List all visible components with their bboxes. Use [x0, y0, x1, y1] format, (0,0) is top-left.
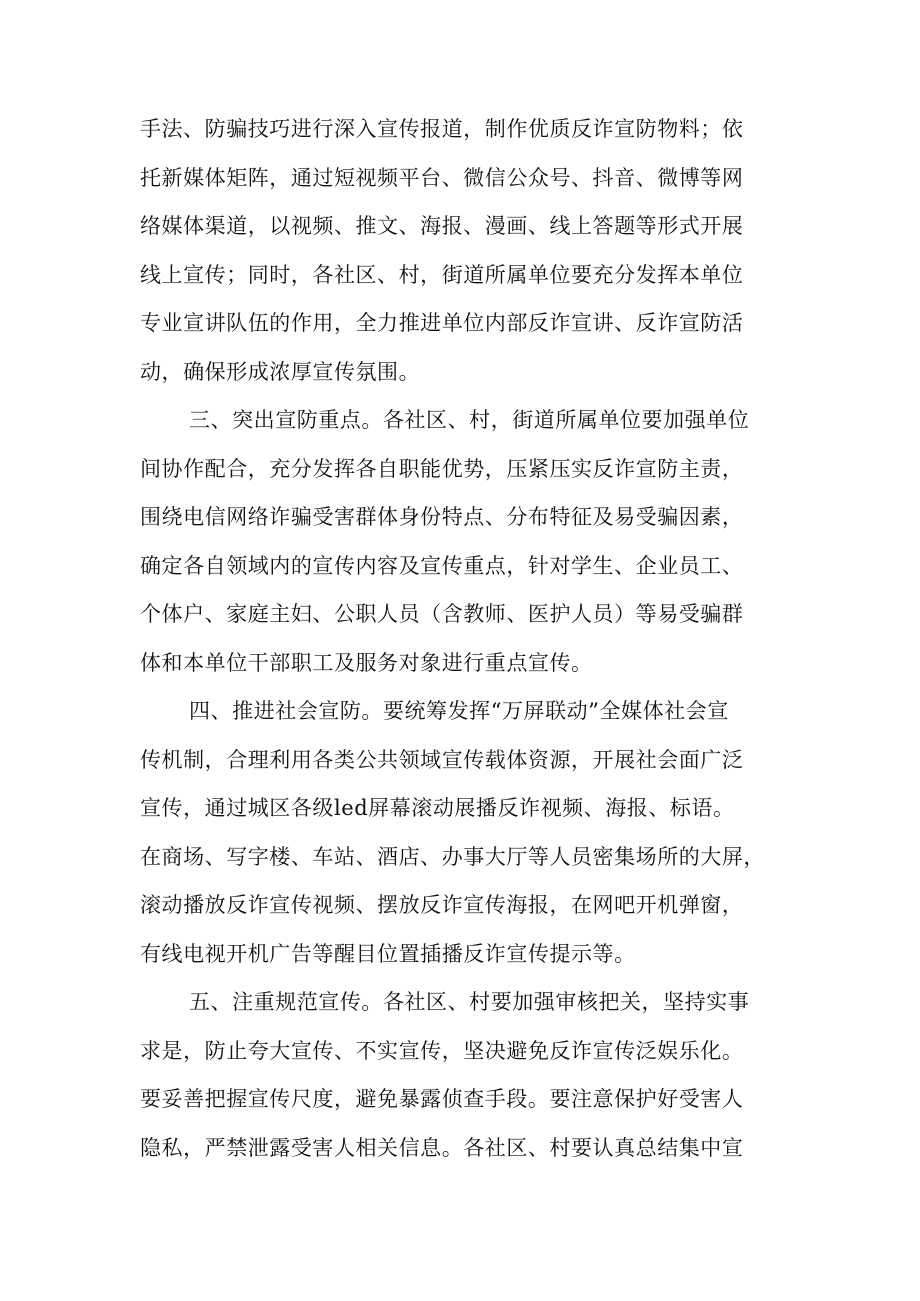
text-line: 要妥善把握宣传尺度，避免暴露侦查手段。要注意保护好受害人: [140, 1087, 744, 1111]
text-line: 线上宣传；同时，各社区、村，街道所属单位要充分发挥本单位: [140, 262, 744, 287]
text-line: 手法、防骗技巧进行深入宣传报道，制作优质反诈宣防物料；依: [140, 117, 744, 141]
body-text: [140, 105, 782, 1172]
text-line: 滚动播放反诈宣传视频、摆放反诈宣传海报，在网吧开机弹窗，: [140, 893, 744, 917]
text-line: 间协作配合，充分发挥各自职能优势，压紧压实反诈宣防主责，: [140, 456, 744, 481]
text-line: 动，确保形成浓厚宣传氛围。: [140, 359, 421, 384]
text-line: 专业宣讲队伍的作用，全力推进单位内部反诈宣讲、反诈宣防活: [140, 311, 744, 335]
text-line: 宣传，通过城区各级led屏幕滚动展播反诈视频、海报、标语。: [140, 796, 735, 820]
text-line: 求是，防止夸大宣传、不实宣传，坚决避免反诈宣传泛娱乐化。: [140, 1038, 744, 1063]
text-line: 在商场、写字楼、车站、酒店、办事大厅等人员密集场所的大屏，: [140, 844, 765, 869]
text-line: 托新媒体矩阵，通过短视频平台、微信公众号、抖音、微博等网: [140, 165, 744, 190]
text-line: 隐私，严禁泄露受害人相关信息。各社区、村要认真总结集中宣: [140, 1135, 744, 1160]
text-line: 个体户、家庭主妇、公职人员（含教师、医护人员）等易受骗群: [140, 602, 744, 626]
text-line: 五、注重规范宣传。各社区、村要加强审核把关，坚持实事: [189, 990, 750, 1014]
text-line: 有线电视开机广告等醒目位置插播反诈宣传提示等。: [140, 941, 636, 966]
text-line: 确定各自领域内的宣传内容及宣传重点，针对学生、企业员工、: [140, 553, 744, 578]
text-line: 围绕电信网络诈骗受害群体身份特点、分布特征及易受骗因素，: [140, 505, 744, 529]
text-line: 络媒体渠道，以视频、推文、海报、漫画、线上答题等形式开展: [140, 214, 744, 238]
text-line: 体和本单位干部职工及服务对象进行重点宣传。: [140, 650, 593, 675]
text-line: 三、突出宣防重点。各社区、村，街道所属单位要加强单位: [189, 408, 750, 432]
text-line: 四、推进社会宣防。要统筹发挥“万屏联动”全媒体社会宣: [189, 699, 729, 723]
text-line: 传机制，合理利用各类公共领域宣传载体资源，开展社会面广泛: [140, 747, 744, 772]
